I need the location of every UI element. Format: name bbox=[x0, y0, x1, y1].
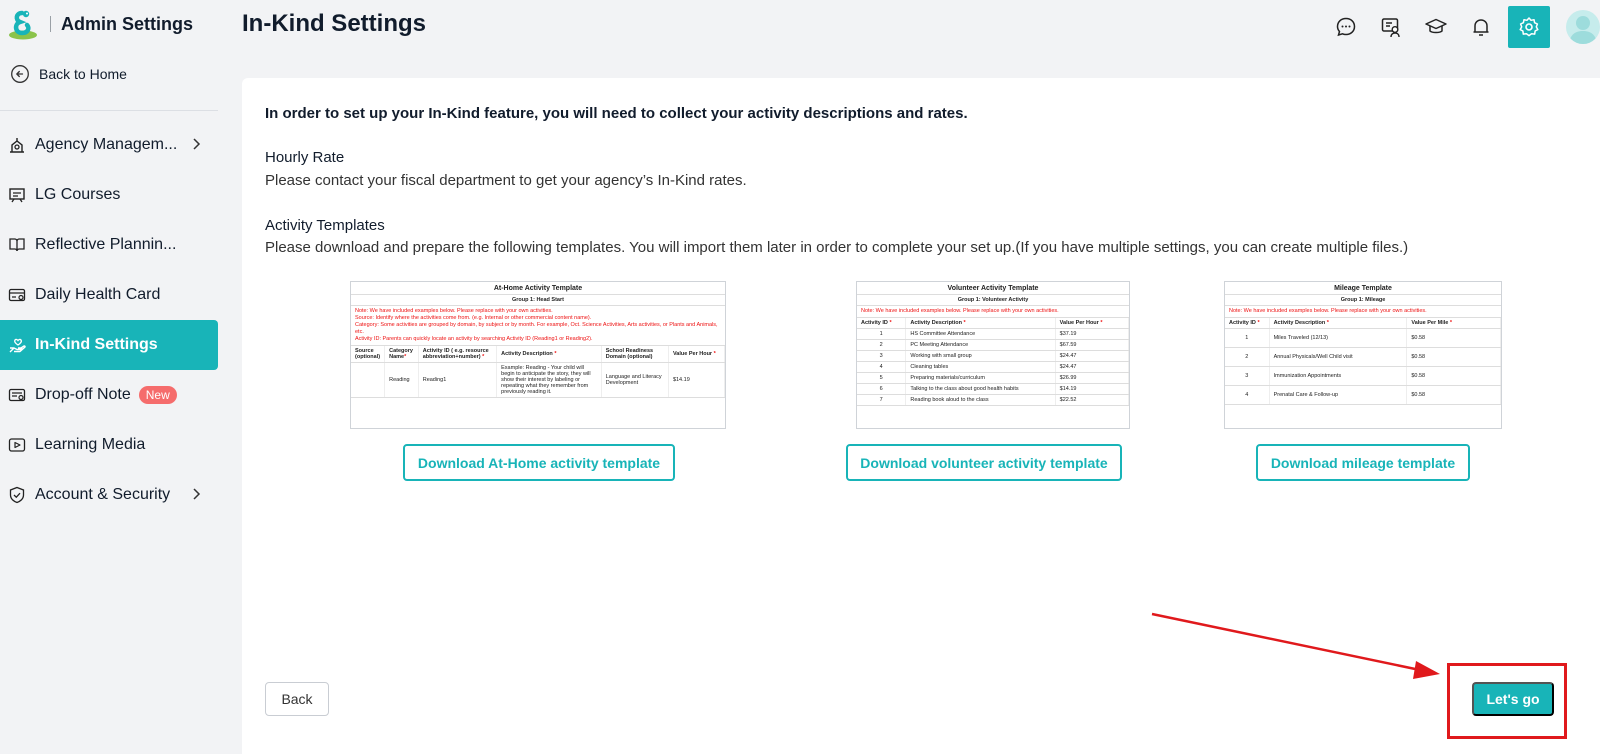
table-row bbox=[857, 384, 1129, 395]
required-asterisk: * bbox=[1100, 320, 1103, 326]
required-asterisk: * bbox=[1326, 320, 1329, 326]
table-row bbox=[1225, 367, 1501, 386]
chevron-right-icon bbox=[188, 486, 204, 502]
template-group: Group 1: Volunteer Activity bbox=[857, 295, 1129, 306]
table-cell: Reading1 bbox=[418, 363, 496, 398]
page-title: In-Kind Settings bbox=[242, 10, 426, 37]
settings-gear-button[interactable] bbox=[1508, 6, 1550, 48]
hand-heart-icon bbox=[8, 336, 26, 354]
table-cell: $0.58 bbox=[1407, 367, 1501, 386]
table-row bbox=[857, 329, 1129, 340]
download-at-home-template-button[interactable]: Download At-Home activity template bbox=[403, 444, 675, 481]
back-to-home-label: Back to Home bbox=[39, 66, 127, 82]
template-note-line: Note: We have included examples below. Please replace with your own activities. bbox=[857, 306, 1129, 318]
at-home-template-preview bbox=[350, 281, 726, 429]
gear-icon bbox=[1518, 16, 1540, 38]
required-asterisk: * bbox=[1257, 320, 1260, 326]
table-cell: $24.47 bbox=[1055, 351, 1128, 362]
template-note-line: Category: Some activities are grouped by domain, by subject or by month. For example, Oct. Science Activities, Arts activities, or Plants and Animals, etc. bbox=[355, 322, 718, 335]
table-cell: Immunization Appointments bbox=[1269, 367, 1407, 386]
avatar[interactable] bbox=[1566, 10, 1600, 44]
template-table bbox=[857, 318, 1129, 406]
table-row bbox=[1225, 386, 1501, 405]
activity-templates-text: Please download and prepare the following templates. You will import them later in order to complete your set up.(If you have multiple settings, you can create multiple files.) bbox=[265, 239, 1409, 256]
sidebar-item-lg-courses[interactable] bbox=[0, 170, 218, 220]
table-cell: 2 bbox=[857, 340, 906, 351]
table-row bbox=[857, 340, 1129, 351]
brand-divider bbox=[50, 16, 51, 32]
table-cell: Prenatal Care & Follow-up bbox=[1269, 386, 1407, 405]
sidebar-item-agency-management[interactable] bbox=[0, 120, 218, 170]
template-notes bbox=[351, 306, 725, 346]
table-cell: $26.99 bbox=[1055, 373, 1128, 384]
sidebar bbox=[0, 0, 218, 754]
column-header: Value Per Mile * bbox=[1407, 318, 1501, 329]
intro-text: In order to set up your In-Kind feature, you will need to collect your activity descriptions and rates. bbox=[265, 105, 968, 122]
template-note-line: Note: We have included examples below. Please replace with your own activities. bbox=[355, 308, 553, 314]
table-cell: Preparing materials/curriculum bbox=[906, 373, 1055, 384]
sidebar-item-label: Learning Media bbox=[35, 436, 146, 453]
table-row bbox=[857, 373, 1129, 384]
table-cell: $0.58 bbox=[1407, 329, 1501, 348]
table-cell: 2 bbox=[1225, 348, 1269, 367]
template-title: Volunteer Activity Template bbox=[857, 282, 1129, 295]
table-cell: $0.58 bbox=[1407, 386, 1501, 405]
table-cell: Reading book aloud to the class bbox=[906, 395, 1055, 406]
sidebar-item-reflective-planning[interactable] bbox=[0, 220, 218, 270]
table-cell: Miles Traveled (12/13) bbox=[1269, 329, 1407, 348]
sidebar-item-label: Drop-off Note bbox=[35, 386, 131, 403]
column-header: School Readiness Domain (optional) bbox=[601, 346, 668, 363]
new-badge: New bbox=[139, 386, 177, 404]
chevron-right-icon bbox=[188, 136, 204, 152]
required-asterisk: * bbox=[963, 320, 966, 326]
table-cell: 4 bbox=[857, 362, 906, 373]
column-header: Source (optional) bbox=[351, 346, 385, 363]
table-cell: 6 bbox=[857, 384, 906, 395]
table-cell: PC Meeting Attendance bbox=[906, 340, 1055, 351]
table-cell: $67.59 bbox=[1055, 340, 1128, 351]
table-cell: $24.47 bbox=[1055, 362, 1128, 373]
table-cell: $22.52 bbox=[1055, 395, 1128, 406]
table-row bbox=[1225, 329, 1501, 348]
table-cell: 3 bbox=[857, 351, 906, 362]
column-header: Category Name* bbox=[385, 346, 419, 363]
table-row bbox=[351, 363, 725, 398]
column-header: Activity Description * bbox=[1269, 318, 1407, 329]
download-volunteer-template-button[interactable]: Download volunteer activity template bbox=[846, 444, 1122, 481]
column-header: Activity Description * bbox=[497, 346, 602, 363]
support-icon[interactable] bbox=[1379, 15, 1403, 39]
template-note-line: Activity ID: Parents can quickly locate an activity by searching Activity ID (Reading1 or Reading2). bbox=[355, 336, 593, 342]
table-cell: Talking to the class about good health habits bbox=[906, 384, 1055, 395]
brand bbox=[8, 8, 193, 40]
sidebar-item-label: Account & Security bbox=[35, 486, 171, 503]
sidebar-item-learning-media[interactable] bbox=[0, 420, 218, 470]
bell-icon[interactable] bbox=[1469, 15, 1493, 39]
volunteer-template-preview bbox=[856, 281, 1130, 429]
table-row bbox=[857, 351, 1129, 362]
agency-icon bbox=[8, 136, 26, 154]
lets-go-button[interactable]: Let's go bbox=[1472, 682, 1554, 716]
courses-icon bbox=[8, 186, 26, 204]
template-group: Group 1: Head Start bbox=[351, 295, 725, 306]
graduation-icon[interactable] bbox=[1424, 15, 1448, 39]
table-cell: $0.58 bbox=[1407, 348, 1501, 367]
template-table-body bbox=[1225, 329, 1501, 405]
sidebar-item-daily-health-card[interactable] bbox=[0, 270, 218, 320]
sidebar-nav bbox=[0, 120, 218, 520]
annotation-highlight-box bbox=[1447, 663, 1567, 739]
required-asterisk: * bbox=[1449, 320, 1452, 326]
table-header-row bbox=[857, 318, 1129, 329]
table-row bbox=[1225, 348, 1501, 367]
table-cell: $14.19 bbox=[1055, 384, 1128, 395]
shield-icon bbox=[8, 486, 26, 504]
hourly-rate-title: Hourly Rate bbox=[265, 149, 345, 166]
sidebar-item-label: LG Courses bbox=[35, 186, 121, 203]
required-asterisk: * bbox=[713, 351, 716, 357]
table-header-row bbox=[351, 346, 725, 363]
sidebar-item-account-security[interactable] bbox=[0, 470, 218, 520]
sidebar-item-drop-off-note[interactable] bbox=[0, 370, 218, 420]
table-cell: 3 bbox=[1225, 367, 1269, 386]
template-table bbox=[351, 346, 725, 398]
column-header: Value Per Hour * bbox=[1055, 318, 1128, 329]
column-header: Activity ID * bbox=[1225, 318, 1269, 329]
sidebar-item-in-kind-settings[interactable] bbox=[0, 320, 218, 370]
template-note-line: Note: We have included examples below. Please replace with your own activities. bbox=[1225, 306, 1501, 318]
back-button[interactable]: Back bbox=[265, 682, 329, 716]
note-icon bbox=[8, 386, 26, 404]
table-cell: HS Committee Attendance bbox=[906, 329, 1055, 340]
template-title: Mileage Template bbox=[1225, 282, 1501, 295]
template-table bbox=[1225, 318, 1501, 405]
column-header: Value Per Hour * bbox=[668, 346, 724, 363]
table-cell: 4 bbox=[1225, 386, 1269, 405]
download-mileage-template-button[interactable]: Download mileage template bbox=[1256, 444, 1470, 481]
required-asterisk: * bbox=[554, 351, 557, 357]
table-cell: Working with small group bbox=[906, 351, 1055, 362]
table-cell: Reading bbox=[385, 363, 419, 398]
app-title: Admin Settings bbox=[61, 13, 194, 34]
table-header-row bbox=[1225, 318, 1501, 329]
sidebar-item-label: Daily Health Card bbox=[35, 286, 161, 303]
table-row bbox=[857, 362, 1129, 373]
template-note-line: Source: Identify where the activities come from. (e.g. Internal or other commercial content name). bbox=[355, 315, 592, 321]
activity-templates-title: Activity Templates bbox=[265, 217, 385, 234]
back-to-home-link[interactable] bbox=[10, 64, 127, 84]
back-arrow-circle-icon bbox=[10, 64, 30, 84]
sidebar-divider bbox=[0, 110, 218, 111]
required-asterisk: * bbox=[889, 320, 892, 326]
table-row bbox=[857, 395, 1129, 406]
template-title: At-Home Activity Template bbox=[351, 282, 725, 295]
table-cell: Annual Physicals/Well Child visit bbox=[1269, 348, 1407, 367]
app-logo-icon bbox=[8, 8, 38, 40]
sidebar-item-label: Agency Managem... bbox=[35, 136, 178, 153]
required-asterisk: * bbox=[404, 354, 407, 360]
book-icon bbox=[8, 236, 26, 254]
play-icon bbox=[8, 436, 26, 454]
mileage-template-preview bbox=[1224, 281, 1502, 429]
required-asterisk: * bbox=[482, 354, 485, 360]
in-kind-settings-card bbox=[242, 78, 1600, 754]
table-cell: $37.19 bbox=[1055, 329, 1128, 340]
column-header: Activity ID * bbox=[857, 318, 906, 329]
table-cell: 5 bbox=[857, 373, 906, 384]
column-header: Activity Description * bbox=[906, 318, 1055, 329]
health-card-icon bbox=[8, 286, 26, 304]
template-group: Group 1: Mileage bbox=[1225, 295, 1501, 306]
table-cell: 7 bbox=[857, 395, 906, 406]
sidebar-item-label: Reflective Plannin... bbox=[35, 236, 177, 253]
table-cell: Example: Reading - Your child will begin to anticipate the story, they will show their interest by labeling or repeating what they remember from previously reading it. bbox=[497, 363, 602, 398]
table-cell: $14.19 bbox=[668, 363, 724, 398]
chat-icon[interactable] bbox=[1334, 15, 1358, 39]
table-cell bbox=[351, 363, 385, 398]
header-toolbar bbox=[1334, 6, 1600, 48]
table-cell: 1 bbox=[1225, 329, 1269, 348]
table-cell: Language and Literacy Development bbox=[601, 363, 668, 398]
table-cell: 1 bbox=[857, 329, 906, 340]
table-cell: Cleaning tables bbox=[906, 362, 1055, 373]
template-table-body bbox=[857, 329, 1129, 406]
column-header: Activity ID ( e.g. resource abbreviation+number) * bbox=[418, 346, 496, 363]
sidebar-item-label: In-Kind Settings bbox=[35, 336, 158, 353]
hourly-rate-text: Please contact your fiscal department to get your agency’s In-Kind rates. bbox=[265, 172, 747, 189]
